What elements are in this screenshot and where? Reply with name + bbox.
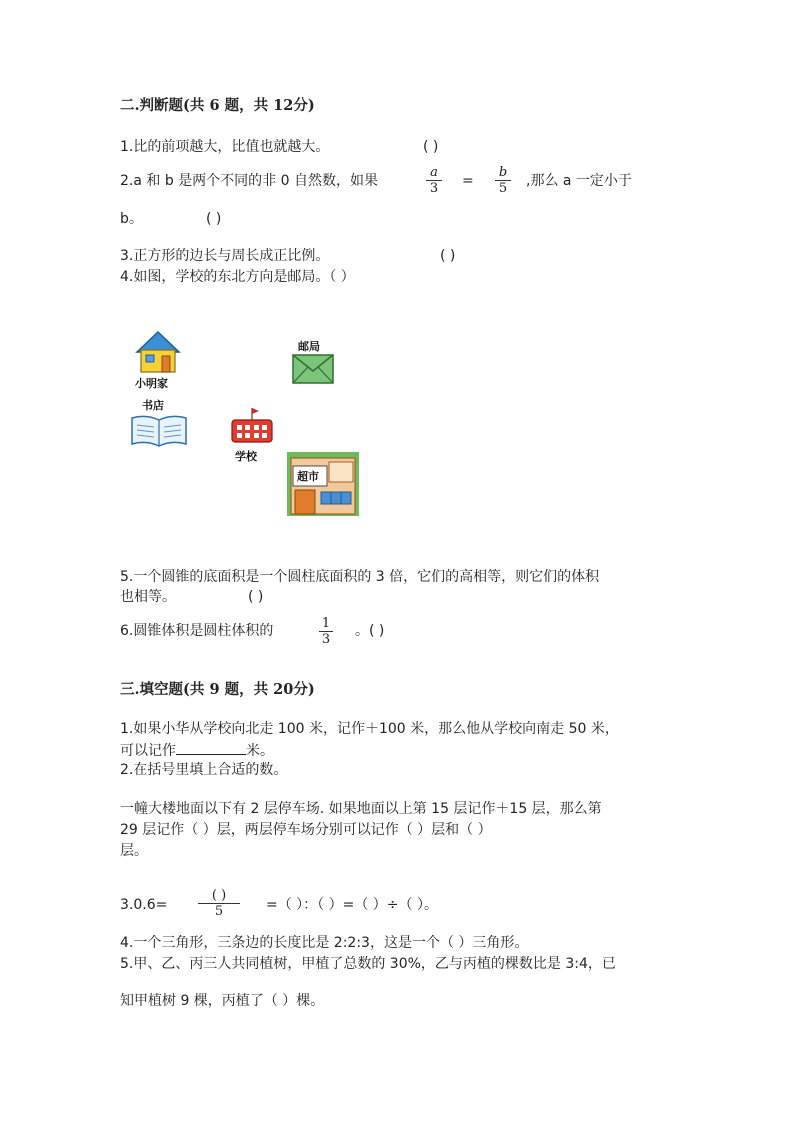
answer-paren-5[interactable]: ( )	[248, 589, 264, 605]
answer-paren-2[interactable]: ( )	[206, 211, 222, 227]
school-icon	[229, 406, 275, 446]
question-text: 2.a 和 b 是两个不同的非 0 自然数，如果	[120, 173, 378, 189]
fraction-blank-over-5	[198, 888, 240, 919]
fraction-denominator: 3	[426, 180, 442, 196]
answer-paren-1[interactable]: ( )	[423, 139, 439, 155]
fraction-a-over-3	[426, 165, 442, 196]
book-icon	[130, 414, 188, 448]
fraction-b-over-5	[495, 165, 511, 196]
judge-question-3: 3.正方形的边长与周长成正比例。	[120, 248, 330, 264]
question-text: 1.比的前项越大，比值也就越大。	[120, 139, 330, 155]
unit-text: 米。	[246, 743, 274, 759]
fill-question-5-line2: 知甲植树 9 棵，丙植了（ ）棵。	[120, 993, 325, 1009]
equals-sign: =	[462, 173, 474, 189]
fraction-numerator: b	[498, 165, 508, 180]
fill-question-4: 4.一个三角形，三条边的长度比是 2:2:3，这是一个（ ）三角形。	[120, 935, 529, 951]
house-icon	[135, 330, 181, 374]
fraction-numerator: 1	[321, 616, 331, 631]
school-label: 学校	[235, 450, 257, 463]
fraction-one-third	[319, 616, 333, 647]
judge-question-4: 4.如图，学校的东北方向是邮局。（ ）	[120, 269, 355, 285]
answer-paren-3[interactable]: ( )	[440, 248, 456, 264]
fill-question-1-line2	[120, 740, 274, 761]
bookstore-label: 书店	[142, 399, 164, 412]
fill-question-2-line1: 一幢大楼地面以下有 2 层停车场. 如果地面以上第 15 层记作＋15 层，那么第	[120, 801, 602, 817]
supermarket-icon	[287, 452, 359, 516]
question-text-b: b。	[120, 211, 143, 227]
judge-question-5-line1: 5.一个圆锥的底面积是一个圆柱底面积的 3 倍，它们的高相等，则它们的体积	[120, 569, 600, 585]
question-text-continued: ,那么 a 一定小于	[526, 173, 632, 189]
fill-question-2-line3: 层。	[120, 843, 148, 859]
envelope-icon	[292, 354, 334, 384]
supermarket-label: 超市	[297, 470, 319, 483]
question-text: 可以记作	[120, 743, 176, 759]
fraction-denominator: 5	[198, 903, 240, 919]
fill-question-5-line1: 5.甲、乙、丙三人共同植树，甲植了总数的 30%，乙与丙植的棵数比是 3:4，已	[120, 956, 616, 972]
answer-blank[interactable]	[176, 740, 246, 755]
fraction-denominator: 3	[319, 631, 333, 647]
judge-question-2	[120, 171, 378, 191]
judge-question-5-line2: 也相等。	[120, 589, 176, 605]
fraction-numerator-blank[interactable]: ( )	[211, 888, 227, 903]
post-office-label: 邮局	[298, 340, 320, 353]
home-label: 小明家	[135, 377, 168, 390]
fill-question-3-lead: 3.0.6=	[120, 897, 168, 913]
fill-question-1-line1: 1.如果小华从学校向北走 100 米，记作＋100 米，那么他从学校向南走 50 米，	[120, 721, 619, 737]
judge-question-1	[120, 137, 329, 157]
section-3-heading: 三.填空题(共 9 题，共 20分)	[120, 681, 315, 698]
fill-question-2-line2: 29 层记作（ ）层，两层停车场分别可以记作（ ）层和（ ）	[120, 822, 492, 838]
fraction-denominator: 5	[495, 180, 511, 196]
fill-question-3-rest: =（ ）：（ ）=（ ）÷（ ）。	[266, 897, 438, 913]
section-2-heading: 二.判断题(共 6 题，共 12分)	[120, 97, 315, 114]
judge-question-6: 6.圆锥体积是圆柱体积的	[120, 623, 274, 639]
answer-paren-6[interactable]: 。( )	[355, 623, 385, 639]
fill-question-2-title: 2.在括号里填上合适的数。	[120, 762, 288, 778]
fraction-numerator: a	[430, 165, 438, 180]
